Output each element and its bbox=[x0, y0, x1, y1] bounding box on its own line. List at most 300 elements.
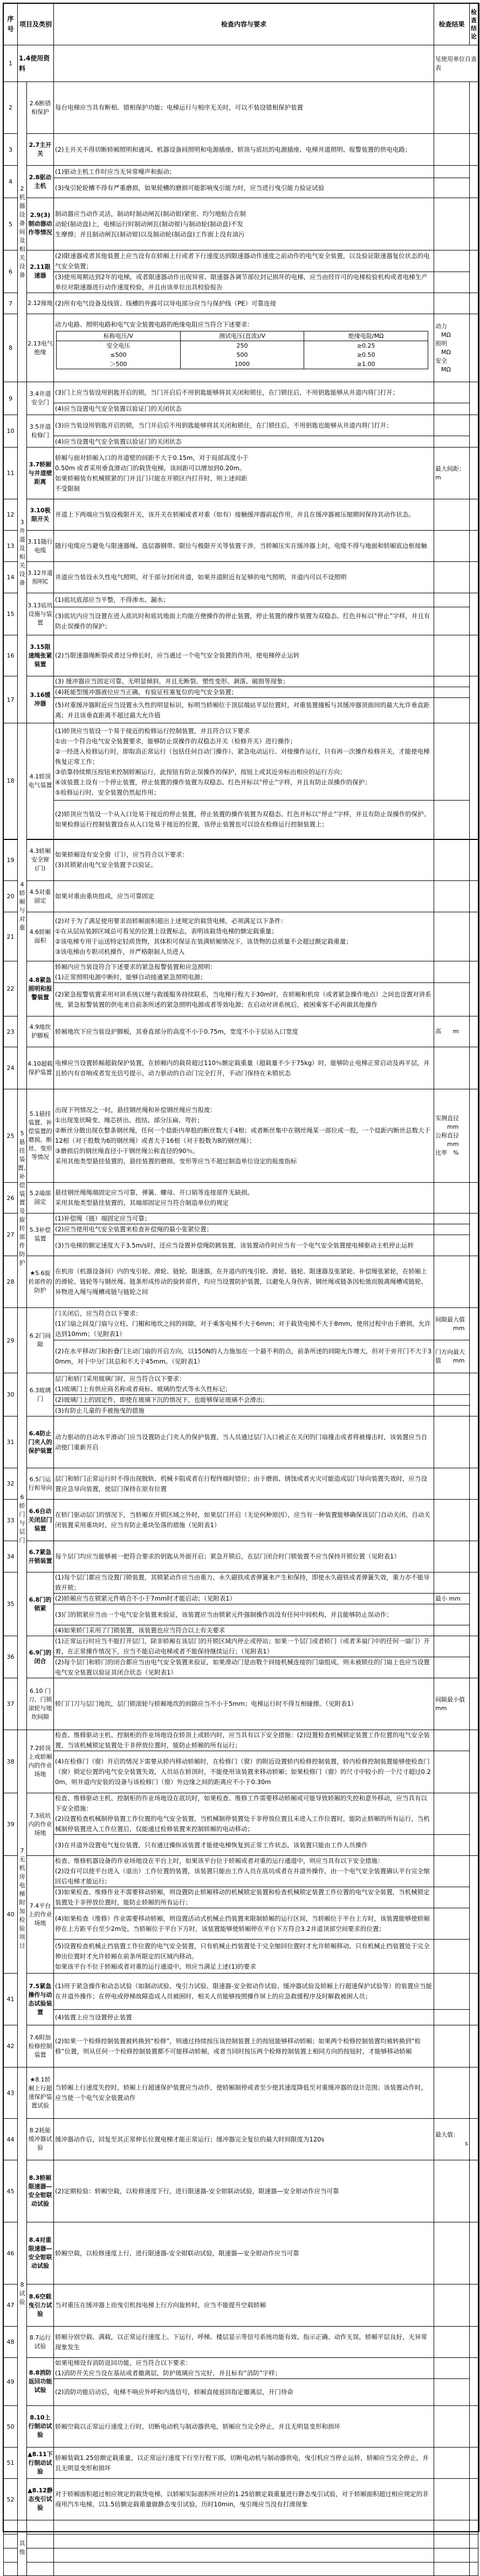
conclusion-cell[interactable] bbox=[470, 881, 478, 912]
content-line: (1)每个层门都应当设置门锁装置，其锁紧动作应当由重力、永久磁铁或者弹簧来产生和保持，即使永久磁铁或者弹簧失效，重力亦不能导致开锁； bbox=[55, 1574, 430, 1591]
result-cell[interactable] bbox=[434, 1541, 470, 1572]
result-cell[interactable] bbox=[434, 912, 470, 961]
requirement-text bbox=[54, 1856, 434, 1887]
content-line: 在机房（机器设备间）内的曳引轮、滑轮、链轮、限速器，在井道内的曳引轮、滑轮、链轮、限速器及张紧轮、补偿绳张紧轮，在轿厢上的滑轮、链轮等与钢丝绳、链条形成传动的旋转部件，均应当设置防护装置，以避免人身伤害、钢丝绳或链条因松弛而脱离绳槽或链轮、异物进入绳与绳槽或链与链轮之间 bbox=[55, 1267, 428, 1296]
requirement-text bbox=[54, 2563, 434, 2576]
conclusion-cell[interactable] bbox=[470, 499, 478, 531]
content-line: (5)设置检查机械止挡装置工作位置的电气安全装置，只有机械止挡装置处于完全缩回位置时才允许轿厢移动，只有机械止挡装置处于完全伸出位置时才允许轿厢在前条所限定的区域内移动。 bbox=[55, 1942, 430, 1960]
result-cell[interactable] bbox=[434, 2479, 470, 2520]
item-label: 8.6空载曳引力试验 bbox=[27, 2284, 54, 2327]
insulation-value-cell bbox=[304, 341, 428, 369]
requirement-text bbox=[54, 1089, 434, 1183]
conclusion-cell[interactable] bbox=[470, 2025, 478, 2067]
result-cell[interactable] bbox=[434, 2548, 470, 2563]
conclusion-cell[interactable] bbox=[470, 2119, 478, 2160]
conclusion-cell[interactable] bbox=[470, 2358, 478, 2406]
conclusion-cell[interactable] bbox=[470, 1974, 478, 2025]
result-cell[interactable]: 间隙最大值 mm bbox=[434, 1308, 470, 1340]
result-cell[interactable] bbox=[434, 1373, 470, 1395]
content-line: (3) 缓冲器应当固定可靠、无明显倾斜，并且无断裂、塑性变形、剥落、破损等现象； bbox=[55, 677, 289, 685]
requirement-text bbox=[54, 2548, 434, 2563]
content-line: 轿门门刀与层门地坎，层门锁滚轮与轿厢地坎的间隙应当不小于5mm；电梯运行时不得互相碰擦。（见附表1） bbox=[55, 1700, 358, 1707]
content-line: ①出现笼状畸变、绳芯挤出、扭结、部分压扁、弯折； bbox=[55, 1116, 203, 1124]
result-cell[interactable] bbox=[434, 723, 470, 801]
insulation-value: ≥0.50 bbox=[356, 351, 375, 358]
header-result: 检查结果 bbox=[434, 4, 470, 45]
conclusion-cell[interactable] bbox=[470, 1373, 478, 1416]
table-subrow bbox=[4, 1908, 478, 1940]
content-line: (1)正常照明电源中断时，能够自动接通紧急照明电源； bbox=[55, 973, 207, 981]
result-cell[interactable] bbox=[434, 607, 470, 635]
table-row bbox=[4, 1856, 478, 1887]
result-cell[interactable] bbox=[434, 1183, 470, 1214]
table-row bbox=[4, 1636, 478, 1657]
item-label: 8.3轿厢限速器—安全钳联动试验 bbox=[27, 2160, 54, 2222]
content-line: (2)所有电气设备及线管、线槽的外露可以导电部分应当与保护线（PE）可靠连接 bbox=[55, 299, 277, 307]
item-label: 5.1悬挂装置、补偿装置的磨损、断丝、变形等情况 bbox=[27, 1089, 54, 1183]
content-line: (4)如果轿门采用了门锁装置，该装置也应当符合以上有关要求 bbox=[55, 1626, 225, 1634]
result-cell[interactable] bbox=[434, 2563, 470, 2576]
conclusion-cell[interactable] bbox=[470, 593, 478, 635]
result-cell[interactable] bbox=[434, 676, 470, 687]
conclusion-cell[interactable] bbox=[470, 1636, 478, 1678]
requirement-text bbox=[54, 839, 434, 881]
table-row bbox=[4, 1730, 478, 1751]
category-group: 7无机房电梯附加检验项目 bbox=[18, 1730, 27, 2067]
conclusion-cell[interactable] bbox=[470, 1416, 478, 1468]
table-subrow bbox=[4, 1224, 478, 1235]
table-row bbox=[4, 2327, 478, 2358]
item-label: 3.16缓冲器 bbox=[27, 676, 54, 723]
category-group: 6轿门与层门 bbox=[18, 1308, 27, 1730]
result-cell[interactable] bbox=[434, 1657, 470, 1678]
item-label: 8.10上行制动试验 bbox=[27, 2406, 54, 2448]
result-cell[interactable] bbox=[434, 881, 470, 912]
requirement-text bbox=[54, 1887, 434, 1908]
conclusion-cell[interactable] bbox=[470, 314, 478, 382]
item-label: 6.7紧急开锁装置 bbox=[27, 1541, 54, 1572]
table-subrow bbox=[4, 1340, 478, 1373]
conclusion-cell[interactable] bbox=[470, 2284, 478, 2327]
content-line: 动力驱动的自动水平滑动门应当设置防止门夹人的保护装置，当人员通过层门入口被正在关闭的门扇撞击或者将被撞击时，该装置应当自动使门重新开启 bbox=[55, 1433, 428, 1451]
table-row bbox=[4, 1256, 478, 1308]
requirement-text bbox=[54, 403, 434, 415]
result-cell[interactable] bbox=[434, 2448, 470, 2479]
item-label: 5.3补偿装置 bbox=[27, 1214, 54, 1256]
conclusion-cell[interactable] bbox=[470, 635, 478, 676]
result-cell[interactable] bbox=[434, 1214, 470, 1224]
result-cell[interactable] bbox=[434, 415, 470, 436]
content-line: (3)门的锁紧应当由一个电气安全装置来验证，该装置应当由锁紧元件强制操作而没有任何中间机构，并且能够防止误动作； bbox=[55, 1610, 393, 1618]
result-cell[interactable] bbox=[434, 983, 470, 1016]
conclusion-cell[interactable] bbox=[470, 1572, 478, 1636]
conclusion-cell[interactable] bbox=[470, 382, 478, 415]
row-number: 14 bbox=[4, 562, 18, 593]
result-cell[interactable] bbox=[434, 293, 470, 314]
result-cell[interactable] bbox=[434, 2010, 470, 2025]
result-cell[interactable] bbox=[434, 166, 470, 178]
content-line: (1)补偿绳（链）端固定应当可靠； bbox=[55, 1215, 151, 1222]
insulation-value: ≥1.00 bbox=[356, 360, 375, 368]
conclusion-cell[interactable] bbox=[470, 1256, 478, 1308]
item-label: 5.2端部固定 bbox=[27, 1183, 54, 1214]
conclusion-cell[interactable] bbox=[470, 2160, 478, 2222]
result-cell[interactable] bbox=[434, 1887, 470, 1908]
content-line: ①在从层站装卸区域总可看见的位置上设置标志，表明该载货电梯的额定载重量； bbox=[55, 927, 278, 935]
conclusion-cell[interactable] bbox=[470, 166, 478, 198]
result-cell[interactable] bbox=[434, 2358, 470, 2379]
result-cell[interactable] bbox=[434, 2067, 470, 2119]
row-number: 13 bbox=[4, 531, 18, 562]
content-line: (2)设有可以使平台进入（退出）工作位置的装置，该装置只能由工作人员在底坑或者在井道外操作，由一个电气安全装置确认平台完全缩回后电梯才能运行； bbox=[55, 1867, 430, 1885]
row-number: 48 bbox=[4, 2327, 18, 2358]
row-number: 31 bbox=[4, 1416, 18, 1468]
requirement-text bbox=[54, 1214, 434, 1224]
row-number: 38 bbox=[4, 1730, 18, 1793]
conclusion-cell[interactable] bbox=[470, 2067, 478, 2119]
conclusion-cell[interactable] bbox=[470, 961, 478, 1016]
result-cell[interactable] bbox=[434, 436, 470, 448]
insulation-header-cell: 测试电压(直流)/V bbox=[180, 331, 304, 341]
result-cell[interactable]: 实测直径 mm 公称直径 mm 比率 % bbox=[434, 1089, 470, 1183]
item-label: 4.3轿厢安全窗(门) bbox=[27, 839, 54, 881]
content-line: 生摩擦；并且制动闸瓦(制动钳)以及制动轮(制动盘)工作面上没有油污 bbox=[55, 230, 245, 238]
content-line: 动力电路、照明电路和电气安全装置电路的绝缘电阻应当符合下述要求： bbox=[55, 320, 254, 328]
table-row bbox=[4, 1572, 478, 1594]
conclusion-cell[interactable] bbox=[470, 448, 478, 499]
requirement-text bbox=[54, 723, 434, 801]
result-cell[interactable] bbox=[434, 2025, 470, 2067]
conclusion-cell[interactable] bbox=[470, 1016, 478, 1047]
conclusion-cell[interactable] bbox=[470, 2534, 478, 2548]
content-line: (3)在井道外设置电气复位装置，只有通过操纵该装置才能使电梯恢复到正常工作状态，该装置只能由工作人员操作 bbox=[55, 1841, 368, 1849]
result-cell[interactable] bbox=[434, 1395, 470, 1406]
result-cell[interactable] bbox=[434, 1047, 470, 1089]
requirement-text bbox=[54, 2479, 434, 2520]
row-number: 43 bbox=[4, 2067, 18, 2119]
result-cell[interactable] bbox=[434, 2534, 470, 2548]
conclusion-cell[interactable] bbox=[470, 1793, 478, 1856]
requirement-text bbox=[54, 250, 434, 272]
requirement-text bbox=[54, 2160, 434, 2222]
requirement-text bbox=[54, 1541, 434, 1572]
conclusion-cell[interactable] bbox=[470, 562, 478, 593]
row-number: 17 bbox=[4, 676, 18, 723]
content-line: 轿厢地坎下应当装设护脚板，其垂直部分的高度不小于0.75m，宽度不小于层站入口宽度 bbox=[55, 1027, 298, 1035]
conclusion-cell[interactable] bbox=[470, 676, 478, 723]
table-subrow bbox=[4, 2010, 478, 2025]
requirement-text bbox=[54, 2358, 434, 2379]
requirement-text bbox=[54, 1016, 434, 1047]
result-cell[interactable] bbox=[434, 382, 470, 403]
conclusion-cell[interactable] bbox=[470, 531, 478, 562]
result-cell[interactable] bbox=[434, 1636, 470, 1657]
requirement-text bbox=[54, 45, 434, 82]
item-label: 3.15限速绳张紧装置 bbox=[27, 635, 54, 676]
conclusion-cell[interactable] bbox=[470, 1047, 478, 1089]
table-row bbox=[4, 45, 478, 82]
row-number: 2 bbox=[4, 82, 18, 134]
item-label: ★5.6旋转部件的防护 bbox=[27, 1256, 54, 1308]
table-row bbox=[4, 1373, 478, 1395]
conclusion-cell[interactable] bbox=[470, 1183, 478, 1214]
table-subrow bbox=[4, 436, 478, 448]
content-line: 不受限制 bbox=[55, 484, 80, 492]
result-cell[interactable] bbox=[434, 635, 470, 676]
result-cell[interactable] bbox=[434, 134, 470, 166]
row-number: 10 bbox=[4, 415, 18, 448]
conclusion-cell[interactable] bbox=[470, 1468, 478, 1500]
table-row bbox=[4, 1214, 478, 1224]
conclusion-cell[interactable] bbox=[470, 1730, 478, 1793]
table-subrow bbox=[4, 1625, 478, 1636]
row-number: 22 bbox=[4, 961, 18, 1016]
content-line: (1)驱动主机工作时应当无异常噪声和振动； bbox=[55, 167, 176, 175]
result-cell[interactable] bbox=[434, 1500, 470, 1541]
table-row bbox=[4, 198, 478, 250]
requirement-text bbox=[54, 2520, 434, 2534]
requirement-text bbox=[54, 499, 434, 531]
table-row bbox=[4, 2534, 478, 2548]
table-row bbox=[4, 499, 478, 531]
content-line: (1)用于紧急操作和动态试验（如制动试验、曳引力试验、限速器-安全钳动作试验、缓冲器试验及轿厢上行超速保护试验等）的装置应当能在井道外操作；在停电或停梯故障造成人员被困时，相关人员能够按照操作屏上的应急救援程序及时解救被困人员； bbox=[55, 1982, 432, 2000]
result-cell[interactable] bbox=[434, 2520, 470, 2534]
row-number bbox=[4, 2520, 18, 2534]
result-cell[interactable]: 门方向最大 值 mm bbox=[434, 1340, 470, 1373]
result-cell[interactable] bbox=[434, 178, 470, 198]
item-label: 7.6附加检修控制装置 bbox=[27, 2025, 54, 2067]
result-cell[interactable] bbox=[434, 531, 470, 562]
table-subrow bbox=[4, 403, 478, 415]
conclusion-cell[interactable] bbox=[470, 2520, 478, 2534]
category-group: 其他 bbox=[18, 2520, 27, 2576]
requirement-text bbox=[54, 1340, 434, 1373]
content-line: 对于轿厢面积超过相应规定的载货电梯，以轿厢实际面积所对应的1.25倍额定载重量进行静态曳引试验，对于轿厢面积超过相应规定的非商用汽车电梯，以1.5倍额定载重量做静态曳引试验，历时10min，曳引绳应当没有打滑现象 bbox=[55, 2490, 429, 2508]
conclusion-cell[interactable] bbox=[470, 912, 478, 961]
table-subrow bbox=[4, 1835, 478, 1856]
result-cell[interactable]: 最大间距： m bbox=[434, 448, 470, 499]
conclusion-cell[interactable] bbox=[470, 1500, 478, 1541]
content-line: (4)应当设置电气安全装置以验证门的关闭状态 bbox=[55, 405, 182, 412]
conclusion-cell[interactable] bbox=[470, 839, 478, 881]
result-cell[interactable] bbox=[434, 1224, 470, 1235]
insulation-value: ＞500 bbox=[109, 360, 127, 368]
result-cell[interactable] bbox=[434, 2379, 470, 2406]
conclusion-cell[interactable] bbox=[470, 2563, 478, 2576]
result-cell[interactable] bbox=[434, 687, 470, 698]
content-line: 在轿门驱动层门的情况下，当轿厢在开锁区域之外时，如果层门开启（无论何种原因），应当有一种装置能够确保该层门自动关闭。自动关闭装置采用重块时，应当有防止重块坠落的措施（见附表1） bbox=[55, 1511, 430, 1529]
table-row bbox=[4, 1541, 478, 1572]
result-cell[interactable] bbox=[434, 2406, 470, 2448]
content-line: ②该电梯专用于运送特定轻质货物，其体积可保证在装满轿厢情况下，该货物的总质量不会超过额定载重量； bbox=[55, 938, 352, 945]
result-cell[interactable] bbox=[434, 562, 470, 593]
table-row bbox=[4, 448, 478, 499]
result-cell[interactable] bbox=[434, 1908, 470, 1940]
category-group: 2机器设备间及相关设备 bbox=[18, 82, 27, 382]
item-label: 3.11随行电缆 bbox=[27, 531, 54, 562]
conclusion-cell[interactable] bbox=[470, 2448, 478, 2479]
requirement-text bbox=[54, 1835, 434, 1856]
result-cell[interactable] bbox=[434, 1235, 470, 1256]
row-number: 23 bbox=[4, 1016, 18, 1047]
result-cell[interactable]: 高 m bbox=[434, 1016, 470, 1047]
content-line: (1)正常运行时应当不能打开层门，除非轿厢在该层门的开锁区域内停止或停站；如果一个层门或者轿门（或者多扇门中的任何一扇门）开着，在正常操作情况下，应当不能启动电梯或者不能保持继续运行；（见附表1） bbox=[55, 1637, 430, 1655]
conclusion-cell[interactable] bbox=[470, 1089, 478, 1183]
content-line: (2)对于为了满足使用要求而轿厢面积超出上述规定的载货电梯，必须满足以下条件： bbox=[55, 917, 287, 925]
conclusion-cell[interactable] bbox=[470, 1308, 478, 1373]
conclusion-cell[interactable] bbox=[470, 2406, 478, 2448]
result-cell[interactable] bbox=[434, 1835, 470, 1856]
table-row bbox=[4, 1974, 478, 2010]
conclusion-cell[interactable] bbox=[470, 415, 478, 448]
table-row bbox=[4, 1678, 478, 1730]
requirement-text bbox=[54, 198, 434, 250]
content-line: 如果对重由重块组成，应当可靠固定 bbox=[55, 892, 155, 900]
table-row bbox=[4, 961, 478, 983]
requirement-text bbox=[54, 1594, 434, 1604]
row-number: 27 bbox=[4, 1214, 18, 1256]
requirement-text bbox=[54, 1730, 434, 1751]
result-cell[interactable] bbox=[434, 1751, 470, 1793]
content-line: (1)轿顶应当装设一个易于接近的检修运行控制装置，并且符合以下要求 bbox=[55, 727, 250, 735]
result-cell[interactable] bbox=[434, 1604, 470, 1625]
requirement-text bbox=[54, 1047, 434, 1089]
insulation-header-cell: 标称电压/V bbox=[57, 331, 181, 341]
row-number: 39 bbox=[4, 1793, 18, 1856]
header-no: 序号 bbox=[4, 4, 18, 45]
item-label: 4.5对重固定 bbox=[27, 881, 54, 912]
item-label: 6.4防止门夹人的保护装置 bbox=[27, 1416, 54, 1468]
row-number: 19 bbox=[4, 839, 18, 881]
table-row bbox=[4, 2479, 478, 2520]
result-cell[interactable] bbox=[434, 839, 470, 881]
row-number: 6 bbox=[4, 250, 18, 293]
row-number: 4 bbox=[4, 166, 18, 198]
result-cell[interactable] bbox=[434, 1730, 470, 1751]
conclusion-cell[interactable] bbox=[470, 134, 478, 166]
insulation-value: 500 bbox=[236, 351, 248, 358]
result-cell[interactable] bbox=[434, 698, 470, 723]
conclusion-cell[interactable] bbox=[470, 293, 478, 314]
result-cell[interactable] bbox=[434, 593, 470, 607]
conclusion-cell[interactable] bbox=[470, 2327, 478, 2358]
content-line: (3)如果检查、维修作业不需要移动轿厢，则设置防止轿厢移动的机械锁定装置和检查机械锁定装置工作位置的电气安全装置，当机械锁定装置处于非停放位置时，能防止轿厢的所有运行； bbox=[55, 1888, 430, 1906]
conclusion-cell[interactable] bbox=[470, 82, 478, 134]
result-cell[interactable] bbox=[434, 1793, 470, 1835]
content-line: (2)紧急报警装置采用对讲系统以便与救援服务持续联系，当电梯行程大于30m时，在轿厢和机房（或者紧急操作地点）之间也设置对讲系统，紧急报警装置的供电来自前条所述的紧急照明电源或者等效电源；在启动对讲系统后，被困乘客不必再做其他操作 bbox=[55, 990, 431, 1008]
conclusion-cell[interactable] bbox=[470, 1214, 478, 1256]
result-cell[interactable] bbox=[434, 2327, 470, 2358]
table-row bbox=[4, 2548, 478, 2563]
item-label: 3.10极限开关 bbox=[27, 499, 54, 531]
result-cell[interactable] bbox=[434, 198, 470, 250]
item-label: 3.4井道安全门 bbox=[27, 382, 54, 415]
table-subrow bbox=[4, 1604, 478, 1625]
content-line: 轿厢分别空载、满载，以正常运行速度上、下运行，呼梯、楼层显示等信号系统功能有效、指示正确、动作无误，轿厢平层良好，无异常现象发生 bbox=[55, 2333, 428, 2351]
result-cell[interactable] bbox=[434, 1974, 470, 2010]
content-line: 缓冲器动作后，回复至其正常伸长位置电梯才能正常运行；缓冲器完全复位的最大时间限度为120s bbox=[55, 2135, 325, 2143]
conclusion-cell[interactable] bbox=[470, 2479, 478, 2520]
result-cell[interactable] bbox=[434, 272, 470, 293]
result-cell[interactable] bbox=[434, 801, 470, 839]
result-cell[interactable] bbox=[434, 1406, 470, 1416]
result-cell[interactable] bbox=[434, 2284, 470, 2327]
table-row bbox=[4, 1089, 478, 1183]
item-label: 6.6自动关闭层门装置 bbox=[27, 1500, 54, 1541]
result-cell[interactable] bbox=[434, 1416, 470, 1468]
category-group: 4轿厢与对重 bbox=[18, 723, 27, 1089]
content-line: ③该电梯由专职司机操作，并严格限制人员进入 bbox=[55, 948, 185, 955]
content-line: 层门和轿门正常运行时不得出现脱轨、机械卡阻或者在行程终端时错位；由于磨损、锈蚀或者火灾可能造成层门导向装置失效时，应当设置应急导向装置，使层门保持在原有位置 bbox=[55, 1474, 428, 1493]
content-line: 检查、维修驱动主机、控制柜的作业场地设在底坑时，如果检查、维修工作需要移动轿厢或可能导致轿厢的失控和意外移动，应当具有以下安全措施： bbox=[55, 1794, 428, 1812]
result-cell[interactable] bbox=[434, 1856, 470, 1887]
header-content: 检查内容与要求 bbox=[54, 4, 434, 45]
conclusion-cell[interactable] bbox=[470, 250, 478, 293]
item-label: 4.1轿顶电气装置 bbox=[27, 723, 54, 839]
result-cell[interactable] bbox=[434, 1468, 470, 1500]
table-subrow bbox=[4, 1657, 478, 1678]
result-cell[interactable] bbox=[434, 1625, 470, 1636]
row-number: 32 bbox=[4, 1468, 18, 1500]
table-row bbox=[4, 562, 478, 593]
conclusion-cell[interactable] bbox=[470, 1541, 478, 1572]
table-row bbox=[4, 1047, 478, 1089]
content-line: 轿厢空载以正常运行速度上行时，切断电动机与制动器供电，轿厢应当完全停止，并且无明显变形和损坏 bbox=[55, 2422, 341, 2430]
requirement-text bbox=[54, 912, 434, 961]
result-cell[interactable] bbox=[434, 2222, 470, 2284]
table-row bbox=[4, 82, 478, 134]
row-number: 33 bbox=[4, 1500, 18, 1541]
result-cell[interactable]: 动力 MΩ 照明 MΩ 安全 MΩ bbox=[434, 314, 470, 382]
content-line: 检查、维修驱动主机、控制柜的作业场地设在轿顶上或轿内时，应当具有以下安全措施：(2)设置检查机械锁定装置工作位置的电气安全装置，当该机械锁定装置处于非停放位置时，能防止轿厢的所有运行； bbox=[55, 1731, 430, 1749]
item-label: 8.4对重限速器—安全钳联动试验 bbox=[27, 2222, 54, 2284]
conclusion-cell[interactable] bbox=[470, 1678, 478, 1730]
conclusion-cell[interactable] bbox=[470, 723, 478, 839]
result-cell[interactable]: 最小 mm bbox=[434, 1594, 470, 1604]
row-number: 42 bbox=[4, 2025, 18, 2067]
result-cell[interactable]: 见使用单位自查表 bbox=[434, 45, 478, 82]
content-line: (4)如果检查（维修）作业需要移动轿厢，则设置活动式机械止挡装置来限制轿厢的运行区间，当轿厢位于平台上方时，该装置能够使轿厢停在上方距平台至少2m处，当轿厢位于平台下方时，该装置能够使轿厢停在平台下方符合3.2井道顶部空间要求的位置； bbox=[55, 1914, 430, 1933]
result-cell[interactable]: 间隙最小值 mm bbox=[434, 1678, 470, 1730]
requirement-text bbox=[54, 1604, 434, 1625]
table-row bbox=[4, 839, 478, 881]
row-number: 50 bbox=[4, 2406, 18, 2448]
conclusion-cell[interactable] bbox=[470, 198, 478, 250]
row-number: 41 bbox=[4, 1974, 18, 2025]
item-label: 2.6断错相保护 bbox=[27, 82, 54, 134]
conclusion-cell[interactable] bbox=[470, 2222, 478, 2284]
result-cell[interactable] bbox=[434, 1256, 470, 1308]
result-cell[interactable] bbox=[434, 1940, 470, 1974]
result-cell[interactable] bbox=[434, 499, 470, 531]
table-row bbox=[4, 2067, 478, 2119]
result-cell[interactable] bbox=[434, 961, 470, 983]
table-row bbox=[4, 676, 478, 687]
result-cell[interactable]: 最大值： s bbox=[434, 2119, 470, 2160]
content-line: 当对重压在缓冲器上而曳引机按电梯上行方向旋转时，应当不能提升空载轿厢 bbox=[55, 2301, 266, 2309]
result-cell[interactable] bbox=[434, 1572, 470, 1594]
result-cell[interactable] bbox=[434, 2160, 470, 2222]
result-cell[interactable] bbox=[434, 82, 470, 134]
conclusion-cell[interactable] bbox=[470, 1856, 478, 1974]
result-cell[interactable] bbox=[434, 250, 470, 272]
conclusion-cell[interactable] bbox=[470, 2548, 478, 2563]
result-cell[interactable] bbox=[434, 403, 470, 415]
row-number: 45 bbox=[4, 2160, 18, 2222]
requirement-text bbox=[54, 2406, 434, 2448]
requirement-text bbox=[54, 607, 434, 635]
category-group: 5悬挂装置、补偿装置及旋转部件防护 bbox=[18, 1089, 27, 1308]
